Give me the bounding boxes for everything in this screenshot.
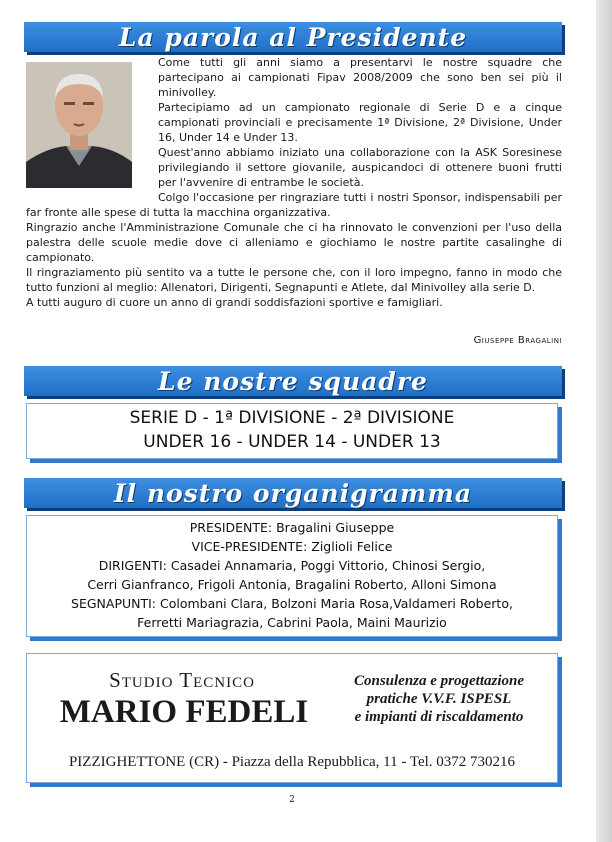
org-line-managers: DIRIGENTI: Casadei Annamaria, Poggi Vittorio, Chinosi Sergio, <box>98 558 486 573</box>
letter-paragraph: Partecipiamo ad un campionato regionale di Serie D e a cinque campionati provinciali e precisamente 1ª Divisione, 2ª Divisione, Under 16, Under 14 e Under 13. <box>158 101 562 144</box>
teams-banner <box>24 366 562 396</box>
letter-paragraph: Ringrazio anche l'Amministrazione Comunale che ci ha rinnovato le convenzioni per l'uso della palestra delle scuole medie dove ci alleniamo e giochiamo le nostre partite casalinghe di campionato. <box>26 221 562 264</box>
ad-service-line: Consulenza e progettazione <box>353 673 525 689</box>
letter-paragraph: A tutti auguro di cuore un anno di grandi soddisfazioni sportive e famigliari. <box>26 296 443 309</box>
letter-paragraph: Come tutti gli anni siamo a presentarvi le nostre squadre che partecipano ai campionati Fipav 2008/2009 che sono ben sei più il minivolley. <box>158 56 562 99</box>
teams-line: SERIE D - 1ª DIVISIONE - 2ª DIVISIONE <box>129 408 455 428</box>
org-line-scorekeepers: Ferretti Mariagrazia, Cabrini Paola, Maini Maurizio <box>137 615 447 630</box>
ad-studio-label: Studio Tecnico <box>109 668 255 692</box>
org-line-vice-president: VICE-PRESIDENTE: Ziglioli Felice <box>191 539 393 554</box>
org-line-managers: Cerri Gianfranco, Frigoli Antonia, Bragalini Roberto, Alloni Simona <box>87 577 497 592</box>
ad-service-line: e impianti di riscaldamento <box>354 709 524 725</box>
teams-line: UNDER 16 - UNDER 14 - UNDER 13 <box>143 432 441 452</box>
sponsor-ad <box>26 653 558 783</box>
org-line-scorekeepers: SEGNAPUNTI: Colombani Clara, Bolzoni Maria Rosa,Valdameri Roberto, <box>71 596 513 611</box>
letter-paragraph: Quest'anno abbiamo iniziato una collaborazione con la ASK Soresinese privilegiando il settore giovanile, auspicandoci di ottenere buoni frutti per l'avvenire di entrambe le società. <box>158 146 562 189</box>
org-banner <box>24 478 562 508</box>
president-letter <box>26 55 562 310</box>
letter-paragraph: Colgo l'occasione per ringraziare tutti i nostri Sponsor, indispensabili per far fronte alle spese di tutta la macchina organizzativa. <box>26 191 562 219</box>
president-banner <box>24 22 562 52</box>
president-title: La parola al Presidente <box>118 22 468 52</box>
page-number: 2 <box>289 795 295 805</box>
page-edge-shadow <box>596 0 612 842</box>
org-line-president: PRESIDENTE: Bragalini Giuseppe <box>189 520 395 535</box>
ad-address: PIZZIGHETTONE (CR) - Piazza della Repubblica, 11 - Tel. 0372 730216 <box>68 754 516 770</box>
org-title: Il nostro organigramma <box>113 478 473 508</box>
teams-box <box>26 403 558 459</box>
ad-service-line: pratiche V.V.F. ISPESL <box>366 691 512 707</box>
ad-services <box>329 672 549 726</box>
teams-title: Le nostre squadre <box>158 366 428 396</box>
org-box <box>26 515 558 637</box>
letter-paragraph: Il ringraziamento più sentito va a tutte le persone che, con il loro impegno, fanno in modo che tutto funzioni al meglio: Allenatori, Dirigenti, Segnapunti e Atlete, dal Minivolley alla serie D. <box>26 266 562 294</box>
president-signature: Giuseppe Bragalini <box>473 335 562 346</box>
ad-company-name: MARIO FEDELI <box>59 694 309 730</box>
